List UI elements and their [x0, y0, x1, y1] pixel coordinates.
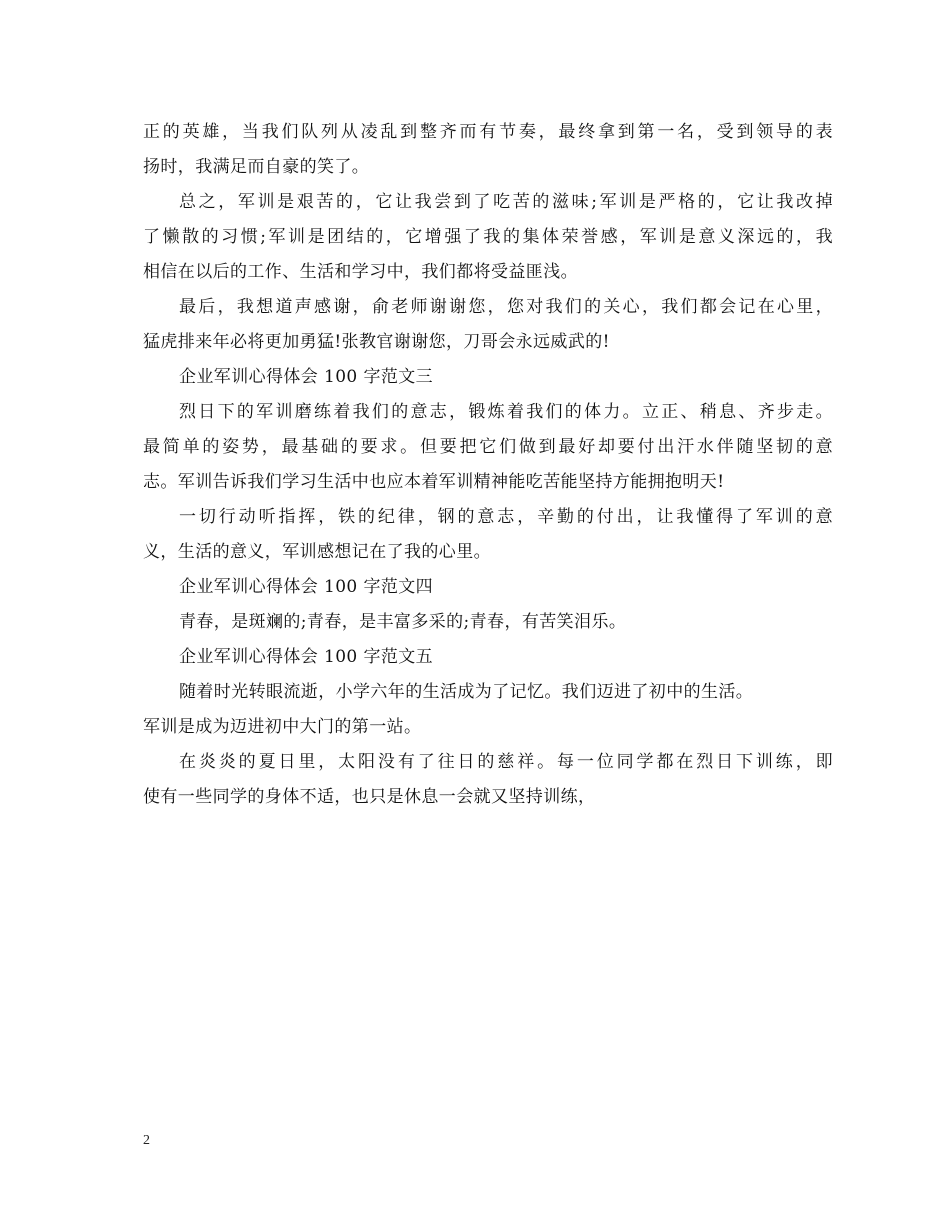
text-line: 最简单的姿势，最基础的要求。但要把它们做到最好却要付出汗水伴随坚韧的意 — [143, 437, 833, 457]
text-line: 相信在以后的工作、生活和学习中，我们都将受益匪浅。 — [143, 262, 578, 282]
document-body — [143, 115, 833, 815]
section-heading: 企业军训心得体会 100 字范文三 — [179, 367, 434, 387]
text-line: 使有一些同学的身体不适，也只是休息一会就又坚持训练， — [143, 787, 596, 807]
text-line: 义，生活的意义，军训感想记在了我的心里。 — [143, 542, 491, 562]
text-line: 军训是成为迈进初中大门的第一站。 — [143, 717, 422, 737]
text-line: 总之，军训是艰苦的，它让我尝到了吃苦的滋味;军训是严格的，它让我改掉 — [179, 192, 833, 212]
text-line: 正的英雄，当我们队列从凌乱到整齐而有节奏，最终拿到第一名，受到领导的表 — [143, 122, 833, 142]
text-line: 扬时，我满足而自豪的笑了。 — [143, 157, 370, 177]
text-line: 最后，我想道声感谢，俞老师谢谢您，您对我们的关心，我们都会记在心里， — [179, 297, 833, 317]
text-line: 一切行动听指挥，铁的纪律，钢的意志，辛勤的付出，让我懂得了军训的意 — [179, 507, 833, 527]
text-line: 随着时光转眼流逝，小学六年的生活成为了记忆。我们迈进了初中的生活。 — [179, 682, 754, 702]
text-line: 了懒散的习惯;军训是团结的，它增强了我的集体荣誉感，军训是意义深远的，我 — [143, 227, 833, 247]
text-line: 志。军训告诉我们学习生活中也应本着军训精神能吃苦能坚持方能拥抱明天! — [143, 472, 725, 492]
section-heading: 企业军训心得体会 100 字范文五 — [179, 647, 434, 667]
page-number: 2 — [143, 1133, 150, 1148]
text-line: 在炎炎的夏日里，太阳没有了往日的慈祥。每一位同学都在烈日下训练，即 — [179, 752, 833, 772]
text-line: 猛虎排来年必将更加勇猛!张教官谢谢您，刀哥会永远威武的! — [143, 332, 610, 352]
section-heading: 企业军训心得体会 100 字范文四 — [179, 577, 434, 597]
text-line: 青春，是斑斓的;青春，是丰富多采的;青春，有苦笑泪乐。 — [179, 612, 627, 632]
text-line: 烈日下的军训磨练着我们的意志，锻炼着我们的体力。立正、稍息、齐步走。 — [179, 402, 833, 422]
